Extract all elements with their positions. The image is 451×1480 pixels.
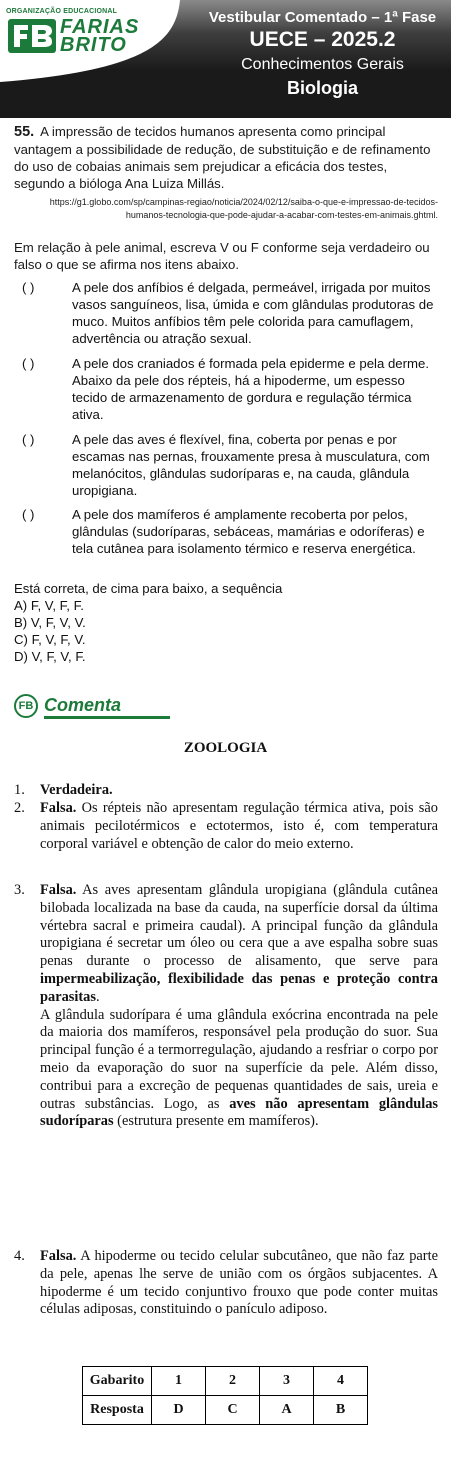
table-cell: A — [260, 1396, 314, 1425]
table-header-cell: Resposta — [83, 1396, 152, 1425]
question-intro-text: A impressão de tecidos humanos apresenta como principal vantagem a possibilidade de redução, de substituição e de refinamento do uso de cobaias animais sem prejudicar a eficácia dos testes, segundo a bióloga Ana Luiza Millás. — [14, 124, 431, 191]
answer-number: 4. — [14, 1248, 25, 1264]
answer-number: 3. — [14, 882, 25, 898]
exam-title: Vestibular Comentado – 1ª Fase — [208, 9, 437, 26]
answer-number: 1. — [14, 782, 25, 798]
option-c: C) F, V, F, V. — [14, 632, 86, 647]
answer-text-end: (estrutura presente em mamíferos). — [113, 1113, 319, 1130]
answer-verdict: Verdadeira. — [40, 782, 113, 798]
answer-blank: ( ) — [22, 356, 35, 371]
table-cell: 2 — [206, 1367, 260, 1396]
question-number: 55. — [14, 124, 35, 140]
answer-text-end: . — [95, 988, 100, 1005]
table-cell: 1 — [152, 1367, 206, 1396]
option-b: B) V, F, V, V. — [14, 615, 86, 630]
fb-logo-icon — [8, 19, 56, 53]
question-source: https://g1.globo.com/sp/campinas-regiao/noticia/2024/02/12/saiba-o-que-e-impressao-de-tecidos-humanos-tecnologia-que-pode-ajudar-a-acabar-com-testes-em-animais.ghtml. — [49, 197, 438, 220]
table-cell: 3 — [260, 1367, 314, 1396]
answer-paragraph: A glândula sudorípara é uma glândula exócrina encontrada na pele da maioria dos mamíferos, responsável pela produção do suor. Sua principal função é a termorregulação, ajudando a resfriar o corpo por meio da evaporação do suor na superfície da pele. Além disso, contribui para a excreção de pequenas quantidades de sais, ureia e outras substâncias. Logo, as — [40, 1006, 438, 1112]
question-ask: Em relação à pele animal, escreva V ou F conforme seja verdadeiro ou falso o que se afirma nos itens abaixo. — [14, 240, 430, 272]
logo-word-farias: FARIAS — [60, 16, 140, 38]
answer-options — [14, 580, 282, 665]
logo-word-brito: BRITO — [60, 34, 127, 56]
answer-verdict: Falsa. — [40, 800, 77, 816]
statement-text: A pele dos craniados é formada pela epiderme e pela derme. Abaixo da pele dos répteis, há a hipoderme, um espesso tecido de armazenamento de gordura e regulação térmica ativa. — [72, 356, 430, 422]
table-cell: C — [206, 1396, 260, 1425]
statement-text: A pele dos anfíbios é delgada, permeável, irrigada por muitos vasos sanguíneos, lisa, úmida e com glândulas produtoras de muco. Muitos anfíbios têm pele colorida para camuflagem, advertência ou atração sexual. — [72, 280, 434, 346]
comenta-underline — [44, 716, 170, 719]
exam-subject: Biologia — [287, 78, 358, 98]
table-cell: B — [314, 1396, 368, 1425]
option-a: A) F, V, F, F. — [14, 598, 84, 613]
options-lead: Está correta, de cima para baixo, a sequência — [14, 581, 283, 596]
answer-blank: ( ) — [22, 280, 35, 295]
answer-blank: ( ) — [22, 432, 35, 447]
answer-text: Os répteis não apresentam regulação térmica ativa, pois são animais pecilotérmicos e ectotermos, isto é, com temperatura corporal variável e obtenção de calor do meio externo. — [40, 800, 438, 852]
answer-number: 2. — [14, 800, 25, 816]
answer-text: As aves apresentam glândula uropigiana (glândula cutânea bilobada localizada na base da cauda, na superfície dorsal da última vértebra sacral e primeira caudal). A principal função da glândula uropigiana é secretar um óleo ou cera que a ave espalha sobre suas penas durante o processo de alisamento, que serve para — [40, 882, 438, 970]
table-cell: D — [152, 1396, 206, 1425]
logo-org-text: ORGANIZAÇÃO EDUCACIONAL — [6, 8, 118, 15]
table-row — [83, 1367, 368, 1396]
comenta-heading — [14, 694, 174, 720]
header-banner — [0, 0, 451, 118]
statement-text: A pele dos mamíferos é amplamente recoberta por pelos, glândulas (sudoríparas, sebáceas, mamárias e odoríferas) e tela cutânea para isolamento térmico e reserva energética. — [72, 507, 425, 556]
answer-emphasis: aves não apresentam glândulas sudoríparas — [40, 1095, 439, 1130]
question-intro — [14, 123, 440, 192]
answer-verdict: Falsa. — [40, 882, 77, 898]
answer-blank: ( ) — [22, 507, 35, 522]
exam-area: Conhecimentos Gerais — [241, 56, 404, 73]
table-cell: 4 — [314, 1367, 368, 1396]
statement-text: A pele das aves é flexível, fina, coberta por penas e por escamas nas pernas, frouxamente presa à musculatura, com melanócitos, glândulas sudoríparas e, na cauda, glândula uropigiana. — [72, 432, 430, 498]
fb-circle-icon: FB — [14, 694, 38, 718]
answer-emphasis: impermeabilização, flexibilidade das penas e proteção contra parasitas — [40, 970, 438, 1005]
answer-key-table — [82, 1366, 368, 1425]
answer-text: A hipoderme ou tecido celular subcutâneo, que não faz parte da pele, apenas lhe serve de união com os órgãos subjacentes. A hipoderme é um tecido conjuntivo frouxo que pode conter muitas células adiposas, constituindo o panículo adiposo. — [40, 1248, 438, 1318]
table-row — [83, 1396, 368, 1425]
section-title: ZOOLOGIA — [183, 740, 268, 756]
exam-edition: UECE – 2025.2 — [249, 28, 396, 51]
table-header-cell: Gabarito — [83, 1367, 152, 1396]
answer-verdict: Falsa. — [40, 1248, 77, 1264]
option-d: D) V, F, V, F. — [14, 649, 86, 664]
comenta-label: Comenta — [44, 695, 122, 715]
farias-brito-logo — [6, 8, 156, 58]
